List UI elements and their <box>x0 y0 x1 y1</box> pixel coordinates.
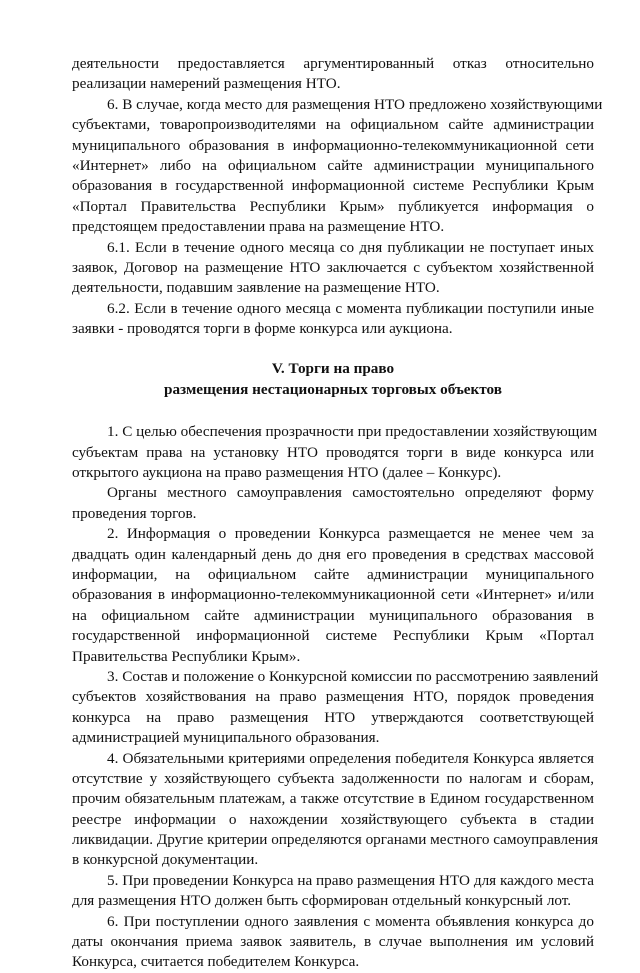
paragraph-p6 <box>72 95 603 238</box>
paragraph-line: государственной информационной системе Республики Крым «Портал <box>72 627 594 645</box>
paragraph-p-cont <box>72 54 594 95</box>
paragraph-line: муниципального образования в информационно-телекоммуникационной сети <box>72 136 594 154</box>
paragraph-s4 <box>72 749 599 871</box>
paragraph-s5 <box>72 871 594 912</box>
paragraph-line: отсутствие у хозяйствующего субъекта задолженности по налогам и сборам, <box>72 769 594 787</box>
paragraph-line: субъектами, товаропроизводителями на официальном сайте администрации <box>72 116 594 134</box>
paragraph-line: на официальном сайте администрации муниципального образования в <box>72 606 594 624</box>
paragraph-line: конкурса на право размещения НТО утверждаются соответствующей <box>72 708 594 726</box>
paragraph-line: реестре информации о нахождении хозяйствующего субъекта в стадии <box>72 810 594 828</box>
document-body <box>72 54 603 973</box>
paragraph-line: Органы местного самоуправления самостоятельно определяют форму <box>107 484 594 502</box>
paragraph-line: даты окончания приема заявок заявитель, в случае выполнения им условий <box>72 933 594 951</box>
paragraph-line: реализации намерений размещения НТО. <box>72 75 341 93</box>
section-v-heading-line-1: V. Торги на право <box>271 360 395 378</box>
paragraph-line: 5. При проведении Конкурса на право размещения НТО для каждого места <box>107 871 594 889</box>
paragraph-line: открытого аукциона на право размещения НТО (далее – Конкурс). <box>72 464 502 482</box>
paragraph-line: 2. Информация о проведении Конкурса размещается не менее чем за <box>107 525 594 543</box>
paragraph-s6 <box>72 912 594 973</box>
paragraph-line: «Портал Правительства Республики Крым» публикуется информация о <box>72 197 594 215</box>
paragraph-p6-2 <box>72 299 594 340</box>
paragraph-s2 <box>72 524 594 667</box>
paragraph-line: деятельности, подавшим заявление на размещение НТО. <box>72 279 440 297</box>
paragraph-line: 3. Состав и положение о Конкурсной комиссии по рассмотрению заявлений <box>107 667 599 685</box>
paragraph-line: администрацией муниципального образования. <box>72 729 380 747</box>
paragraph-line: 4. Обязательными критериями определения победителя Конкурса является <box>107 749 594 767</box>
paragraph-line: заявки - проводятся торги в форме конкурса или аукциона. <box>72 320 453 338</box>
paragraph-line: 1. С целью обеспечения прозрачности при предоставлении хозяйствующим <box>107 423 598 441</box>
paragraph-line: «Интернет» либо на официальном сайте администрации муниципального <box>72 156 594 174</box>
paragraph-line: 6. В случае, когда место для размещения НТО предложено хозяйствующими <box>107 95 603 113</box>
paragraph-s1b <box>72 483 594 524</box>
paragraph-s1 <box>72 422 598 483</box>
paragraph-line: в конкурсной документации. <box>72 851 259 869</box>
paragraph-line: 6.2. Если в течение одного месяца с момента публикации поступили иные <box>107 299 594 317</box>
section-v-heading-line-2: размещения нестационарных торговых объектов <box>164 380 502 398</box>
paragraph-line: предстоящем предоставлении права на размещение НТО. <box>72 218 445 236</box>
paragraph-line: для размещения НТО должен быть сформирован отдельный конкурсный лот. <box>72 892 572 910</box>
paragraph-line: информации, на официальном сайте администрации муниципального <box>72 565 594 583</box>
paragraph-line: 6.1. Если в течение одного месяца со дня публикации не поступает иных <box>107 238 594 256</box>
paragraph-line: прочим обязательным платежам, а также отсутствие в Едином государственном <box>72 790 594 808</box>
section-v-heading <box>72 359 594 400</box>
paragraph-line: заявок, Договор на размещение НТО заключается с субъектом хозяйственной <box>72 258 594 276</box>
paragraph-p6-1 <box>72 238 594 299</box>
paragraph-line: Конкурса, считается победителем Конкурса. <box>72 953 360 971</box>
paragraph-line: Правительства Республики Крым». <box>72 647 301 665</box>
paragraph-line: образования в государственной информационной системе Республики Крым <box>72 177 594 195</box>
paragraph-line: 6. При поступлении одного заявления с момента объявления конкурса до <box>107 912 594 930</box>
paragraph-line: проведения торгов. <box>72 504 197 522</box>
section-iv-continuation <box>72 54 603 339</box>
section-v-body <box>72 422 599 973</box>
paragraph-line: ликвидации. Другие критерии определяются органами местного самоуправления <box>72 831 599 849</box>
paragraph-line: субъектам права на установку НТО проводятся торги в виде конкурса или <box>72 443 594 461</box>
paragraph-line: двадцать один календарный день до дня его проведения в средствах массовой <box>72 545 594 563</box>
paragraph-line: субъектов хозяйствования на право размещения НТО, порядок проведения <box>72 688 594 706</box>
paragraph-line: деятельности предоставляется аргументированный отказ относительно <box>72 55 594 72</box>
paragraph-s3 <box>72 667 599 749</box>
paragraph-line: образования в информационно-телекоммуникационной сети «Интернет» и/или <box>72 586 594 604</box>
